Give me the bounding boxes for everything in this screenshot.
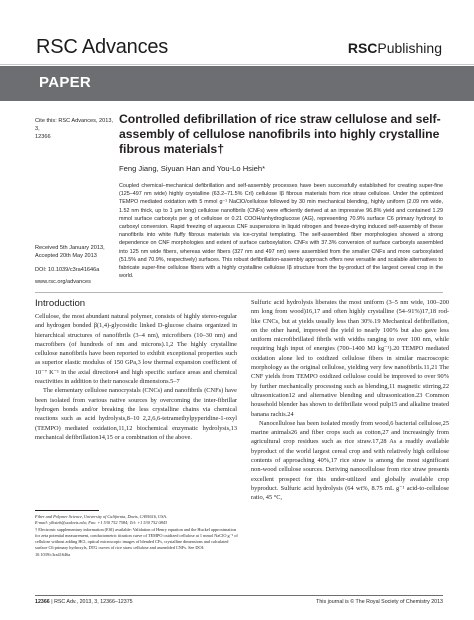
page-number: 12366 <box>35 599 50 605</box>
citation-box <box>35 117 117 141</box>
journal-name: RSC Advances <box>36 36 169 58</box>
journal-reference: RSC Adv., 2013, 3, 12366–12375 <box>54 599 133 605</box>
abstract: Coupled chemical–mechanical defibrillation and self-assembly processes have been successfully established for creating super-fine (125–497 nm wide) highly crystalline (63.2–71.5% CrI) cellulose Iβ fibrous materials from rice straw cellulose. Under the optimized TEMPO mediated oxidation with 5 mmol g⁻¹ NaClO/cellulose followed by 30 min mechanical blending, highly uniform (2.09 nm wide, 1.52 nm thick, up to 1 μm long) cellulose nanofibrils (CNFs) were efficiently derived at an impressive 96.8% yield and contained 1.29 mmol surface carboxyls per g of cellulose or 0.21 COOH/anhydroglucose (AG), representing 70.9% surface C6 primary hydroxyl to carboxyl conversion. Rapid freezing of aqueous CNF suspensions in liquid nitrogen and freeze-drying induced self-assembly of these nanofibrils into white fluffy fibrous materials via ice-crystal templating. The self-assembled fiber morphologies showed a strong dependence on CNF morphologies and extent of surface carboxylation. CNFs with 37.3% conversion of surface carboxyls assembled into 125 nm wide fibers, whereas wider fibers (327 nm and 497 nm) were assembled from the smaller CNFs and more carboxylated (51.5% and 70.9%, respectively) surfaces. This robust defibrillation-assembly approach offers new versatile and scalable alternatives to fabricate super-fine cellulose fibers with a highly crystalline cellulose Iβ structure from the by-product of the largest cereal crop in the world. <box>119 183 443 280</box>
masthead <box>0 0 474 66</box>
accepted-date: Accepted 20th May 2013 <box>35 253 97 259</box>
paragraph: The elementary cellulose nanocrystals (CNCs) and nanofibrils (CNFs) have been isolated from various native sources by overcoming the inter-fibrillar hydrogen bonds and/or breaking the less crystalline chains via chemical reactions such as acid hydrolysis,8–10 2,2,6,6-tetramethylpyperidine-1-oxyl (TEMPO) mediated oxidation,11,12 biochemical enzymatic hydrolysis,13 mechanical defibrillation14,15 or a combination of the above. <box>35 387 237 441</box>
paragraph: Nanocellulose has been isolated mostly from wood,6 bacterial cellulose,25 marine animals26 and fiber crops such as cotton,27 and increasingly from agricultural crop residues such as rice straw.17,28 As a readily available byproduct of the world largest cereal crop and with relatively high cellulose contents of approaching 40%,17 rice straw is among the most significant non-wood cellulose sources. Deriving nanocellulose from rice straw presents excellent prospect for this under-utilized and globally available crop byproduct. Sulfuric acid hydrolysis (64 wt%, 8.75 mL g⁻¹ acid-to-cellulose ratio, 45 °C, <box>251 419 449 502</box>
doi[interactable]: DOI: 10.1039/c3ra41646a <box>35 267 100 273</box>
paragraph: Cellulose, the most abundant natural polymer, consists of highly stereo-regular and hydrogen bonded β(1,4)-glycosidic linked D-glucose chains organized in hierarchical structures of nanofibrils (3–4 nm), microfibers (10–30 nm) and macrofibers (of hundreds of nm and microns).1,2 The highly crystalline cellulose nanofibrils have been reported to exhibit exceptional properties such as superior elastic modulus of 150 GPa,3 low thermal expansion coefficient of 10⁻⁷ K⁻¹ in the axial direction4 and high specific surface areas and chemical reactivities in addition to their nanoscale dimensions.5–7 <box>35 313 237 386</box>
body-left-column <box>35 312 237 442</box>
citation-line: Cite this: RSC Advances, 2013, 3, <box>35 118 114 132</box>
introduction-heading: Introduction <box>35 298 86 309</box>
copyright-notice: This journal is © The Royal Society of Chemistry 2013 <box>316 599 443 605</box>
contact-footnote: E-mail: ylhsieh@ucdavis.edu; Fax: +1 530 752 7584; Tel: +1 530 752 0843 <box>35 520 168 526</box>
article-title: Controlled defibrillation of rice straw cellulose and self-assembly of cellulose nanofibrils into highly crystalline fibrous materials† <box>119 112 441 157</box>
article-type-label: PAPER <box>39 74 92 91</box>
esi-footnote: † Electronic supplementary information (ESI) available: Validation of Henry equation and the Huckel approximation for zeta potential measurement, conductometric titration curve of TEMPO oxidized cellulose at 1 mmol NaClO g⁻¹ of cellulose without adding HCl, optical microscopic images of blended CFs, crystalline dimensions and calculated surface C6 primary hydroxyls, DTG curves of rice straw cellulose and assembled CNFs. See DOI: 10.1039/c3ra41646a <box>35 526 238 557</box>
footnote-divider <box>35 510 99 511</box>
publisher-bold: RSC <box>347 40 378 56</box>
body-right-column <box>251 298 449 503</box>
footer-rule <box>35 595 443 596</box>
footnotes <box>35 514 239 558</box>
abstract-divider <box>35 292 443 293</box>
article-authors: Feng Jiang, Siyuan Han and You-Lo Hsieh* <box>119 164 266 173</box>
article-dates <box>35 244 117 274</box>
footer-citation: 12366 | RSC Adv., 2013, 3, 12366–12375 <box>35 599 133 605</box>
journal-website-link[interactable]: www.rsc.org/advances <box>35 279 91 285</box>
article-type-banner <box>0 66 474 101</box>
header-rule <box>0 64 474 65</box>
paragraph: Sulfuric acid hydrolysis liberates the most uniform (3–5 nm wide, 100–200 nm long from wood)16,17 and often highly crystalline (54–91%)17,18 rod-like CNCs, but at yields usually less than 30%.19 Mechanical defibrillation, on the other hand, improved the yield to nearly 100% but also gave less uniform microfibrillated fibrils with widths ranging to over 100 nm, while requiring high input of energies (700–1400 MJ kg⁻¹).20 TEMPO mediated oxidation alone led to oxidized cellulose fibers in similar macroscopic morphology as the original cellulose, yielding very few nanofibrils.11,21 The CNF yields from TEMPO oxidized cellulose could be improved to over 90% by further mechanically processing such as blending,11 magnetic stirring,22 ultrasonication12 and alternative blending and ultrasonication.23 Common household blender has shown to defibrillate wood pulp15 and alkaline treated banana rachis.24 <box>251 299 449 418</box>
affiliation-footnote: Fiber and Polymer Science, University of California, Davis, CA95616, USA. <box>35 514 167 519</box>
publisher-rest: Publishing <box>377 40 442 56</box>
received-date: Received 5th January 2013, <box>35 245 105 251</box>
publisher-logo <box>348 40 442 56</box>
citation-page: 12366 <box>35 134 51 140</box>
